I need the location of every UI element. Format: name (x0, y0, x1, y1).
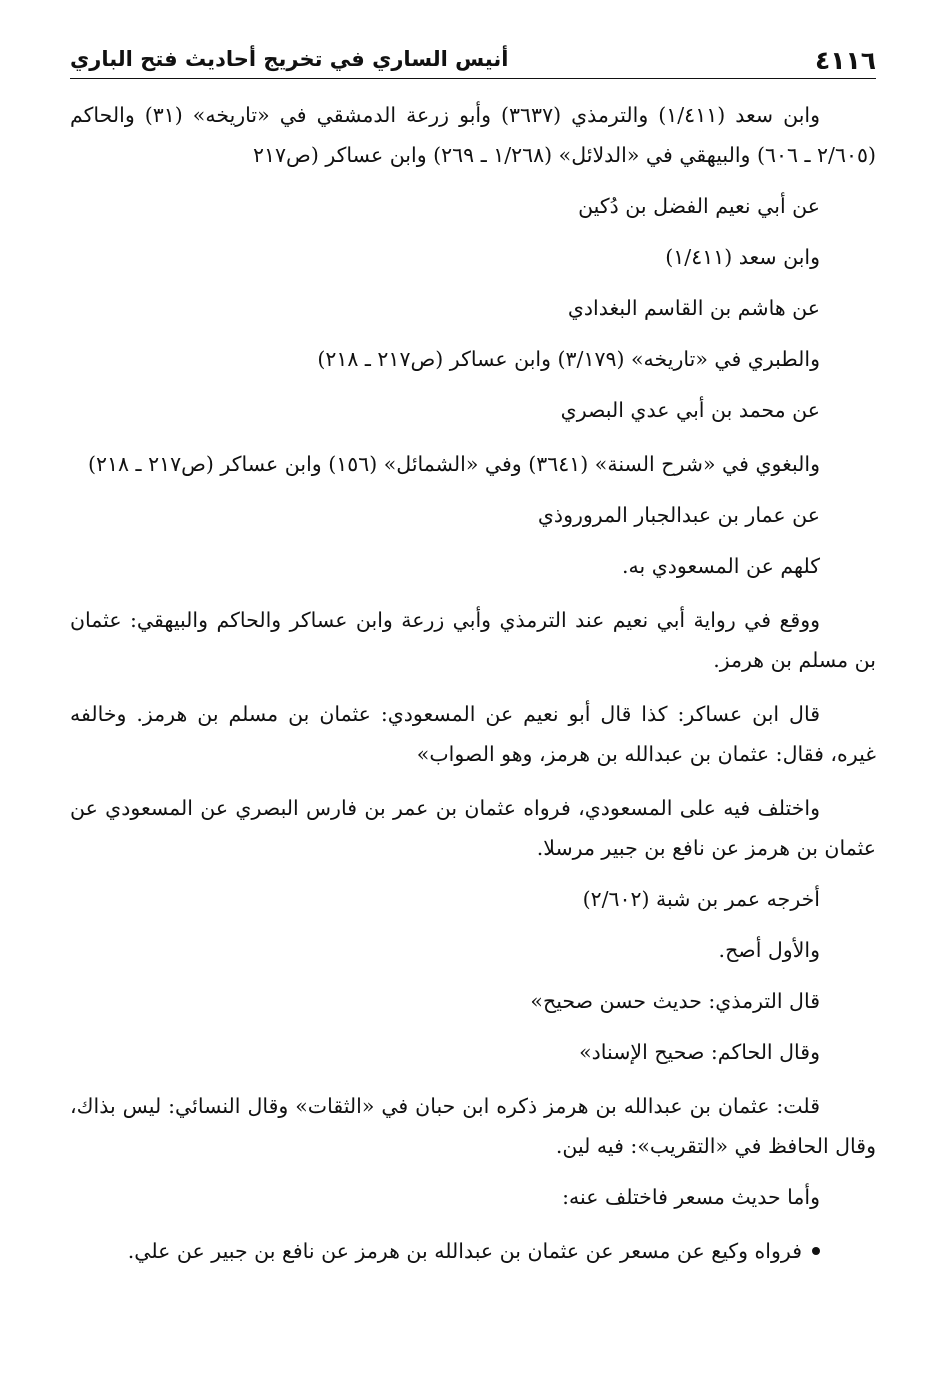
line-source-3: أخرجه عمر بن شبة (٢/٦٠٢) (582, 887, 820, 911)
line-misar: وأما حديث مسعر فاختلف عنه: (562, 1185, 820, 1209)
line-source-2: والطبري في «تاريخه» (٣/١٧٩) وابن عساكر (ص٢١٧ ـ ٢١٨) (317, 347, 820, 371)
line-narrator-1: عن أبي نعيم الفضل بن دُكين (578, 194, 820, 218)
line-summary: كلهم عن المسعودي به. (622, 554, 820, 578)
page-number: ٤١١٦ (814, 46, 876, 75)
paragraph-3: ووقع في رواية أبي نعيم عند الترمذي وأبي زرعة وابن عساكر والحاكم والبيهقي: عثمان بن مسلم بن هرمز. (70, 608, 876, 672)
line-verdict: والأول أصح. (718, 938, 820, 962)
paragraph-4: قال ابن عساكر: كذا قال أبو نعيم عن المسعودي: عثمان بن مسلم بن هرمز. وخالفه غيره، فقال: عثمان بن عبدالله بن هرمز، وهو الصواب» (70, 702, 876, 766)
bullet-item (70, 1231, 876, 1271)
paragraph-2: والبغوي في «شرح السنة» (٣٦٤١) وفي «الشمائل» (١٥٦) وابن عساكر (ص٢١٧ ـ ٢١٨) (87, 452, 820, 476)
line-narrator-4: عن عمار بن عبدالجبار المروروذي (537, 503, 820, 527)
line-narrator-3: عن محمد بن أبي عدي البصري (560, 398, 820, 422)
line-source-1: وابن سعد (١/٤١١) (665, 245, 820, 269)
bullet-text: فرواه وكيع عن مسعر عن عثمان بن عبدالله بن هرمز عن نافع بن جبير عن علي. (127, 1239, 802, 1263)
paragraph-1: وابن سعد (١/٤١١) والترمذي (٣٦٣٧) وأبو زرعة الدمشقي في «تاريخه» (٣١) والحاكم (٢/٦٠٥ ـ ٦٠٦) والبيهقي في «الدلائل» (١/٢٦٨ ـ ٢٦٩) وابن عساكر (ص٢١٧ (70, 103, 876, 167)
paragraph-6: قلت: عثمان بن عبدالله بن هرمز ذكره ابن حبان في «الثقات» وقال النسائي: ليس بذاك، وقال الحافظ في «التقريب»: فيه لين. (70, 1094, 876, 1158)
running-title: أنيس الساري في تخريج أحاديث فتح الباري (70, 47, 509, 71)
book-page (70, 34, 876, 1364)
line-tirmidhi: قال الترمذي: حديث حسن صحيح» (530, 989, 820, 1013)
page-body (70, 79, 876, 1271)
paragraph-5: واختلف فيه على المسعودي، فرواه عثمان بن عمر بن فارس البصري عن المسعودي عن عثمان بن هرمز عن نافع بن جبير مرسلا. (70, 796, 876, 860)
line-narrator-2: عن هاشم بن القاسم البغدادي (567, 296, 820, 320)
page-header (70, 34, 876, 78)
bullet-icon (812, 1247, 820, 1255)
line-hakim: وقال الحاكم: صحيح الإسناد» (579, 1040, 820, 1064)
